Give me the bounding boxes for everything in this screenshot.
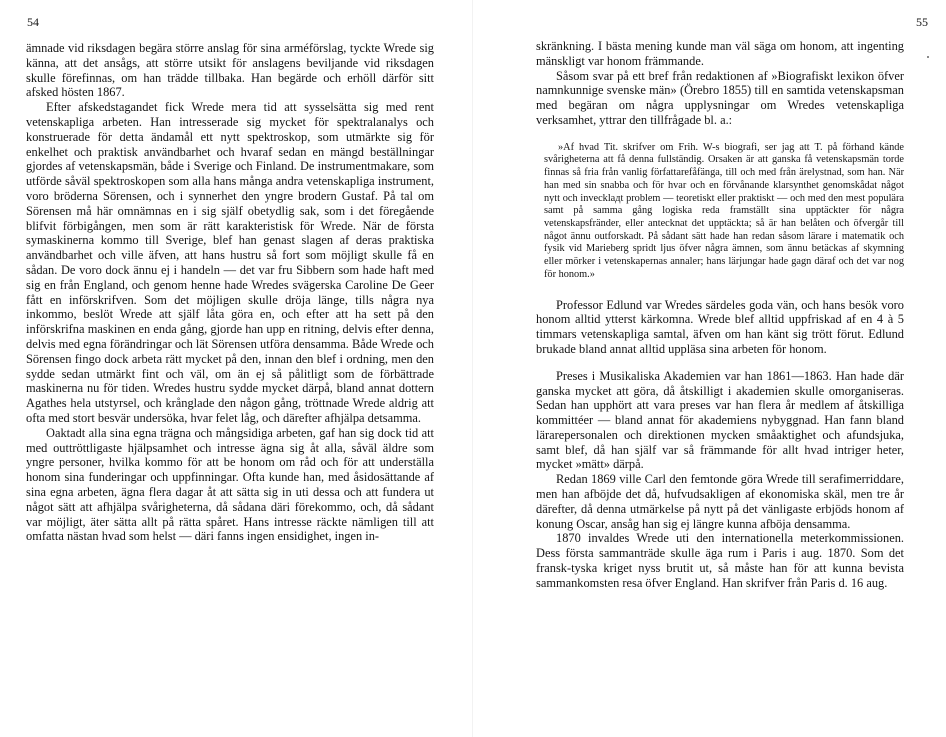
paragraph: Såsom svar på ett bref från redaktionen af »Biografiskt lexikon öfver namnkunnige svenske män» (Örebro 1855) till en samtida vetenskapsman med begäran om några upplysningar om Wredes vetenskapliga verksamhet, yttrar den tillfrågade bl. a.: — [536, 68, 904, 127]
paragraph: skränkning. I bästa mening kunde man väl säga om honom, att ingenting mänskligt var honom främmande. — [536, 39, 904, 68]
paragraph: Oaktadt alla sina egna trägna och mångsidiga arbeten, gaf han sig dock tid att med outtröttligaste hjälpsamhet och intresse ägna sig åt alla, såväl äldre som yngre personer, hvilka kommo för att be honom om råd och för att underställa honom sina funderingar och uppfinningar. Ofta kunde han, med åsidosättande af sina egna arbeten, ägna flera dagar åt att sätta sig in uti dessa och att fundera ut något sätt att afhjälpa svårigheterna, då sådana däri förekommo, och, då sådant var möjligt, äter sätta allt på rätta spåret. Hans intresse räckte nämligen till att omfatta nästan hvad som helst — däri fanns ingen ensidighet, ingen in- — [26, 425, 434, 544]
paragraph: ämnade vid riksdagen begära större anslag för sina arméförslag, tyckte Wrede sig känna, att det ansågs, att större utsikt för anslagens beviljande vid riksdagen skulle förefinnas, om han trädde tillbaka. Han begärde och erhöll därför sitt afsked hösten 1867. — [26, 41, 434, 100]
right-page — [473, 0, 946, 737]
block-quote: »Af hvad Tit. skrifver om Frih. W-s biografi, ser jag att T. på förhand kände svårigheterna att få denna fullständig. Orsaken är att ganska få vetenskapsmän torde finnas så fria från vanlig författarefåfänga, till och med från ärelystnad, som han. När han med sin snabba och för hvar och en förvånande klarsynthet genomskådat något nytt och invecklадt problem — teoretiskt eller praktiskt — och med den mest populära samt på samma gång logiska reda framställt sina upptäckter för några vetenskapsfränder, eller antecknat det upptäckta; så är han belåten och öfvergår till något ännu outforskadt. På sådant sätt hade han redan såsom lärare i matematik och fysik vid Marieberg spridt ljus öfver några ämnen, som ännu betäckas af skymning eller mörker i vetenskapernas annaler; hans lärjungar hade gagn däraf och det var nog för honom.» — [544, 141, 904, 280]
print-mark — [927, 56, 929, 58]
page-number: 54 — [27, 15, 39, 29]
paragraph: 1870 invaldes Wrede uti den internationella meterkommissionen. Dess första sammanträde skulle äga rum i Paris i aug. 1870. Som det fransk-tyska kriget nyss brutit ut, så måste han för att kunna bevista sammankomsten resa öfver England. Han skrifver från Paris d. 16 aug. — [536, 531, 904, 590]
page-body — [536, 39, 904, 591]
paragraph: Redan 1869 ville Carl den femtonde göra Wrede till serafimerriddare, men han afböjde det då, hufvudsakligen af ekonomiska skäl, men tre år därefter, då denna utmärkelse på nytt på det vänligaste erbjöds honom af konung Oscar, ansåg han sig ej längre kunna afböja densamma. — [536, 472, 904, 531]
paragraph: Preses i Musikaliska Akademien var han 1861—1863. Han hade där ganska mycket att göra, då åtskilligt i akademien skulle omorganiseras. Sedan han upphört att vara preses var han flera år medlem af åtskilliga kommittéer — bland annat för akademiens nybyggnad. Han fann bland lärarepersonalen och direktionen mycken småaktighet och afundsjuka, samt blef, då han själf var så främmande för allt hvad intriger heter, mycket »mätt» därpå. — [536, 368, 904, 472]
paragraph-gap — [536, 357, 904, 369]
paragraph: Professor Edlund var Wredes särdeles goda vän, och hans besök voro honom alltid ytterst kärkomna. Wrede blef alltid uppfriskad af en 4 à 5 timmars vetenskapliga samtal, äfven om han känt sig trött förut. Edlund brukade bland annat alltid uppläsa sina arbeten för honom. — [536, 297, 904, 356]
page-number: 55 — [916, 15, 928, 29]
paragraph: Efter afskedstagandet fick Wrede mera tid att sysselsätta sig med rent vetenskapliga arbeten. Han intresserade sig mycket för spektralanalys och konstruerade för detta ändamål ett nytt spektroskop, som utmärkte sig för enkelhet och praktisk användbarhet och hvaraf sedan en mängd beställningar gjordes af vetenskapsmän, både i Sverige och Finland. De instrumentmakare, som utförde såväl spektroskopen som alla hans många andra vetenskapliga instrument, voro bröderna Sörensen, och i synnerhet den yngre brodern Gustaf. På tal om Sörensen må här omnämnas en i sig själf obetydlig sak, som i det föregående blifvit förbigången, men som är rätt karakteristisk för Wrede. När de första symaskinerna kommo till Sverige, blef han genast slagen af deras praktiska användbarhet och ville äfven, att hans hustru så fort som möjligt skulle få en sådan. De voro dock ännu ej i handeln — det var fru Sibbern som hade haft med sig en från England, och genom henne hade Wredes svägerska Caroline De Geer fått en införskrifven. Som det möjligen skulle dröja länge, tills några nya inkommo, beslöt Wrede att själf låta göra en, och efter att ha sett på den införskrifna maskinen en enda gång, gjorde han upp en ritning, delvis efter denna, delvis med egna förändringar och lät Sörensen utföra densamma. Både Wrede och Sörensen fingo dock arbeta rätt mycket på den, innan den blef i ordning, men den sydde sedan utmärkt fint och väl, om än ej så pålitligt som de förbättrade maskinerna nu för tiden. Wredes hustru sydde mycket därpå, bland annat dottern Agathes hela utstyrsel, och krånglade den någon gång, tröttnade Wrede aldrig att ofta med stort besvär undersöka, hvar felet låg, och därefter afhjälpa detsamma. — [26, 100, 434, 425]
page-body — [26, 41, 434, 544]
